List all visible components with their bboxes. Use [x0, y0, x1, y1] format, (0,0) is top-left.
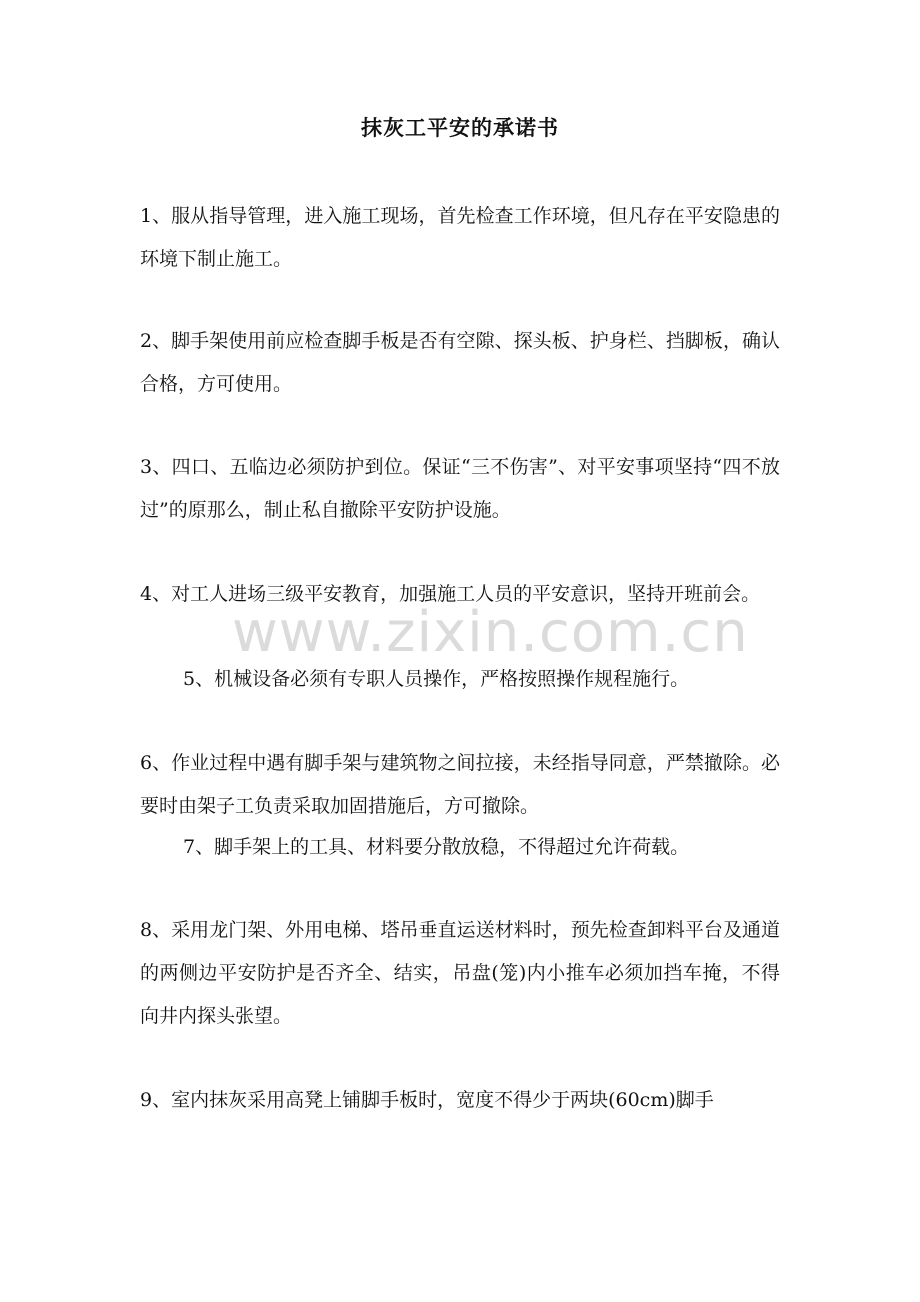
list-item-5: 5、机械设备必须有专职人员操作，严格按照操作规程施行。: [183, 668, 690, 690]
list-item-4: 4、对工人进场三级平安教育，加强施工人员的平安意识，坚持开班前会。: [140, 583, 761, 605]
list-item-6: 6、作业过程中遇有脚手架与建筑物之间拉接，未经指导同意，严禁撤除。必要时由架子工负责采取加固措施后，方可撤除。: [140, 752, 780, 817]
list-item-9: 9、室内抹灰采用高凳上铺脚手板时，宽度不得少于两块(60cm)脚手: [140, 1089, 714, 1111]
list-item-2: 2、脚手架使用前应检查脚手板是否有空隙、探头板、护身栏、挡脚板，确认合格，方可使用。: [140, 330, 780, 395]
watermark: www.zixin.com.cn: [232, 600, 749, 665]
list-item-3: 3、四口、五临边必须防护到位。保证“三不伤害”、对平安事项坚持“四不放过”的原那么，制止私自撤除平安防护设施。: [140, 456, 780, 521]
document-title: 抹灰工平安的承诺书: [361, 115, 559, 140]
list-item-8: 8、采用龙门架、外用电梯、塔吊垂直运送材料时，预先检查卸料平台及通道的两侧边平安防护是否齐全、结实，吊盘(笼)内小推车必须加挡车掩，不得向井内探头张望。: [140, 919, 780, 1027]
list-item-7: 7、脚手架上的工具、材料要分散放稳，不得超过允许荷载。: [183, 836, 690, 858]
list-item-1: 1、服从指导管理，进入施工现场，首先检查工作环境，但凡存在平安隐患的环境下制止施工。: [140, 205, 780, 270]
